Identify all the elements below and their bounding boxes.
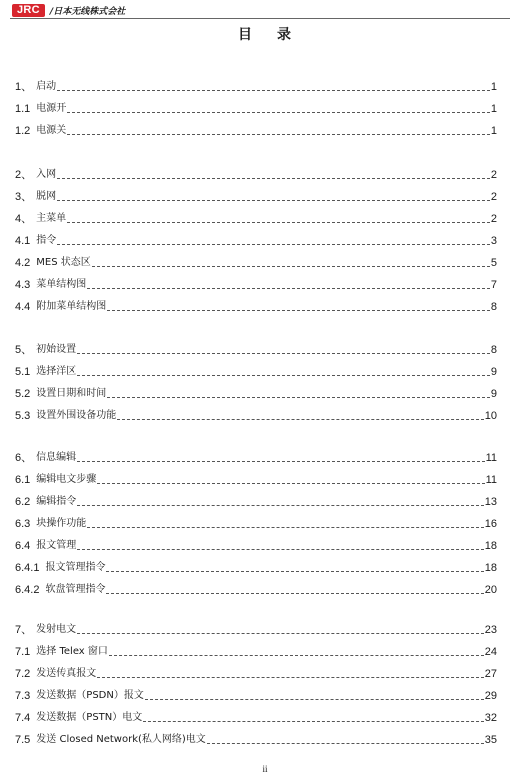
toc-leader-dots	[97, 677, 483, 678]
toc-leader-dots	[77, 549, 483, 550]
toc-entry-number: 5、	[15, 344, 33, 356]
toc-leader-dots	[77, 505, 483, 506]
toc-entry-page: 11	[485, 474, 497, 486]
toc-entry-number: 6、	[15, 452, 33, 464]
toc-leader-dots	[77, 375, 490, 376]
toc-entry-page: 9	[490, 366, 497, 378]
toc-leader-dots	[107, 310, 490, 311]
toc-entry-number: 6.3	[15, 518, 31, 530]
toc-entry-page: 2	[490, 169, 497, 181]
toc-entry-title: 发送传真报文	[36, 668, 97, 679]
toc-entry-page: 35	[484, 734, 497, 746]
toc-entry-title: 编辑电文步骤	[36, 474, 97, 485]
toc-entry-page: 1	[490, 103, 497, 115]
jrc-logo: JRC	[12, 4, 45, 17]
toc-leader-dots	[77, 633, 484, 634]
toc-entry-title: 设置日期和时间	[36, 388, 107, 399]
toc-entry[interactable]	[15, 665, 497, 681]
toc-entry[interactable]	[15, 449, 497, 465]
toc-entry[interactable]	[15, 122, 497, 138]
toc-entry-page: 18	[484, 562, 497, 574]
toc-leader-dots	[77, 461, 484, 462]
toc-title: 目 录	[238, 27, 292, 43]
toc-entry-title: 电源开	[36, 103, 67, 114]
toc-entry-number: 4.4	[15, 301, 31, 313]
toc-entry[interactable]	[15, 363, 497, 379]
toc-leader-dots	[97, 483, 484, 484]
toc-entry-title: 选择 Telex 窗口	[36, 646, 108, 657]
toc-entry-number: 4、	[15, 213, 33, 225]
toc-entry-number: 3、	[15, 191, 33, 203]
toc-entry-number: 5.1	[15, 366, 31, 378]
toc-leader-dots	[143, 721, 483, 722]
toc-entry-page: 20	[484, 584, 497, 596]
toc-entry-number: 6.4.1	[15, 562, 40, 574]
toc-entry-title: 信息编辑	[36, 452, 77, 463]
toc-entry[interactable]	[15, 298, 497, 314]
toc-leader-dots	[145, 699, 484, 700]
header-divider	[10, 18, 510, 19]
toc-entry-number: 6.2	[15, 496, 31, 508]
toc-entry-title: 附加菜单结构图	[36, 301, 107, 312]
toc-entry[interactable]	[15, 210, 497, 226]
toc-leader-dots	[67, 134, 490, 135]
toc-leader-dots	[67, 222, 490, 223]
toc-entry[interactable]	[15, 276, 497, 292]
toc-entry-number: 1.1	[15, 103, 31, 115]
toc-entry-title: 发送数据（PSTN）电文	[36, 712, 143, 723]
toc-entry[interactable]	[15, 471, 497, 487]
toc-entry-title: 菜单结构图	[36, 279, 87, 290]
toc-entry[interactable]	[15, 166, 497, 182]
toc-entry-title: 发送数据（PSDN）报文	[36, 690, 144, 701]
toc-entry[interactable]	[15, 621, 497, 637]
toc-entry[interactable]	[15, 232, 497, 248]
toc-entry-title: 编辑指令	[36, 496, 77, 507]
toc-entry-title: 指令	[36, 235, 57, 246]
toc-entry-page: 9	[490, 388, 497, 400]
toc-entry-page: 1	[490, 125, 497, 137]
toc-leader-dots	[106, 571, 483, 572]
toc-leader-dots	[109, 655, 484, 656]
toc-leader-dots	[107, 397, 490, 398]
toc-entry-title: 脱网	[36, 191, 57, 202]
toc-entry-number: 4.2	[15, 257, 31, 269]
toc-entry-number: 6.4	[15, 540, 31, 552]
toc-leader-dots	[87, 288, 490, 289]
toc-entry-page: 24	[484, 646, 497, 658]
toc-entry-title: 启动	[36, 81, 57, 92]
toc-entry-title: 电源关	[36, 125, 67, 136]
toc-entry-page: 2	[490, 213, 497, 225]
toc-entry-page: 8	[490, 301, 497, 313]
toc-entry[interactable]	[15, 254, 497, 270]
toc-entry-page: 1	[490, 81, 497, 93]
toc-entry-title: 初始设置	[36, 344, 77, 355]
toc-entry-page: 27	[484, 668, 497, 680]
toc-entry[interactable]	[15, 687, 497, 703]
toc-entry[interactable]	[15, 100, 497, 116]
toc-entry-page: 3	[490, 235, 497, 247]
toc-entry-title: 主菜单	[36, 213, 67, 224]
toc-entry-title: 块操作功能	[36, 518, 87, 529]
toc-entry-page: 29	[484, 690, 497, 702]
toc-leader-dots	[57, 200, 490, 201]
toc-entry-number: 1.2	[15, 125, 31, 137]
toc-entry[interactable]	[15, 407, 497, 423]
document-header	[12, 2, 125, 18]
toc-entry[interactable]	[15, 537, 497, 553]
toc-leader-dots	[57, 178, 490, 179]
toc-entry[interactable]	[15, 581, 497, 597]
toc-entry[interactable]	[15, 78, 497, 94]
toc-entry[interactable]	[15, 515, 497, 531]
toc-entry-title: 设置外围设备功能	[36, 410, 117, 421]
toc-leader-dots	[117, 419, 483, 420]
toc-entry-page: 18	[484, 540, 497, 552]
toc-entry-number: 7、	[15, 624, 33, 636]
toc-leader-dots	[57, 90, 490, 91]
toc-entry[interactable]	[15, 731, 497, 747]
toc-entry[interactable]	[15, 559, 497, 575]
toc-entry-title: 报文管理指令	[45, 562, 106, 573]
toc-entry-number: 6.4.2	[15, 584, 40, 596]
toc-entry[interactable]	[15, 643, 497, 659]
toc-entry-number: 4.1	[15, 235, 31, 247]
toc-entry-number: 7.1	[15, 646, 31, 658]
toc-entry-page: 23	[484, 624, 497, 636]
toc-leader-dots	[87, 527, 483, 528]
toc-entry-title: MES 状态区	[36, 257, 91, 268]
toc-entry-title: 入网	[36, 169, 57, 180]
toc-entry-number: 7.4	[15, 712, 31, 724]
company-name: /日本无线株式会社	[49, 6, 126, 17]
toc-entry[interactable]	[15, 188, 497, 204]
toc-entry-title: 报文管理	[36, 540, 77, 551]
toc-entry[interactable]	[15, 709, 497, 725]
toc-entry-page: 7	[490, 279, 497, 291]
toc-entry-number: 7.5	[15, 734, 31, 746]
toc-entry-page: 2	[490, 191, 497, 203]
toc-leader-dots	[106, 593, 483, 594]
toc-entry-page: 5	[490, 257, 497, 269]
toc-leader-dots	[92, 266, 490, 267]
toc-entry[interactable]	[15, 493, 497, 509]
toc-entry-page: 8	[490, 344, 497, 356]
toc-entry-number: 7.3	[15, 690, 31, 702]
toc-entry[interactable]	[15, 341, 497, 357]
toc-entry-title: 软盘管理指令	[45, 584, 106, 595]
toc-entry-title: 选择洋区	[36, 366, 77, 377]
toc-entry-number: 5.2	[15, 388, 31, 400]
toc-entry-title: 发射电文	[36, 624, 77, 635]
toc-entry-number: 5.3	[15, 410, 31, 422]
toc-leader-dots	[67, 112, 490, 113]
toc-entry-page: 13	[484, 496, 497, 508]
toc-entry-number: 1、	[15, 81, 33, 93]
toc-entry-page: 11	[485, 452, 497, 464]
toc-entry-title: 发送 Closed Network(私人网络)电文	[36, 734, 206, 745]
toc-leader-dots	[57, 244, 490, 245]
toc-leader-dots	[207, 743, 484, 744]
toc-entry-number: 7.2	[15, 668, 31, 680]
toc-entry-page: 10	[484, 410, 497, 422]
toc-entry-number: 4.3	[15, 279, 31, 291]
toc-entry-page: 32	[484, 712, 497, 724]
toc-leader-dots	[77, 353, 490, 354]
toc-entry[interactable]	[15, 385, 497, 401]
toc-entry-number: 2、	[15, 169, 33, 181]
toc-entry-number: 6.1	[15, 474, 31, 486]
page-number: ii	[262, 764, 268, 774]
toc-entry-page: 16	[484, 518, 497, 530]
